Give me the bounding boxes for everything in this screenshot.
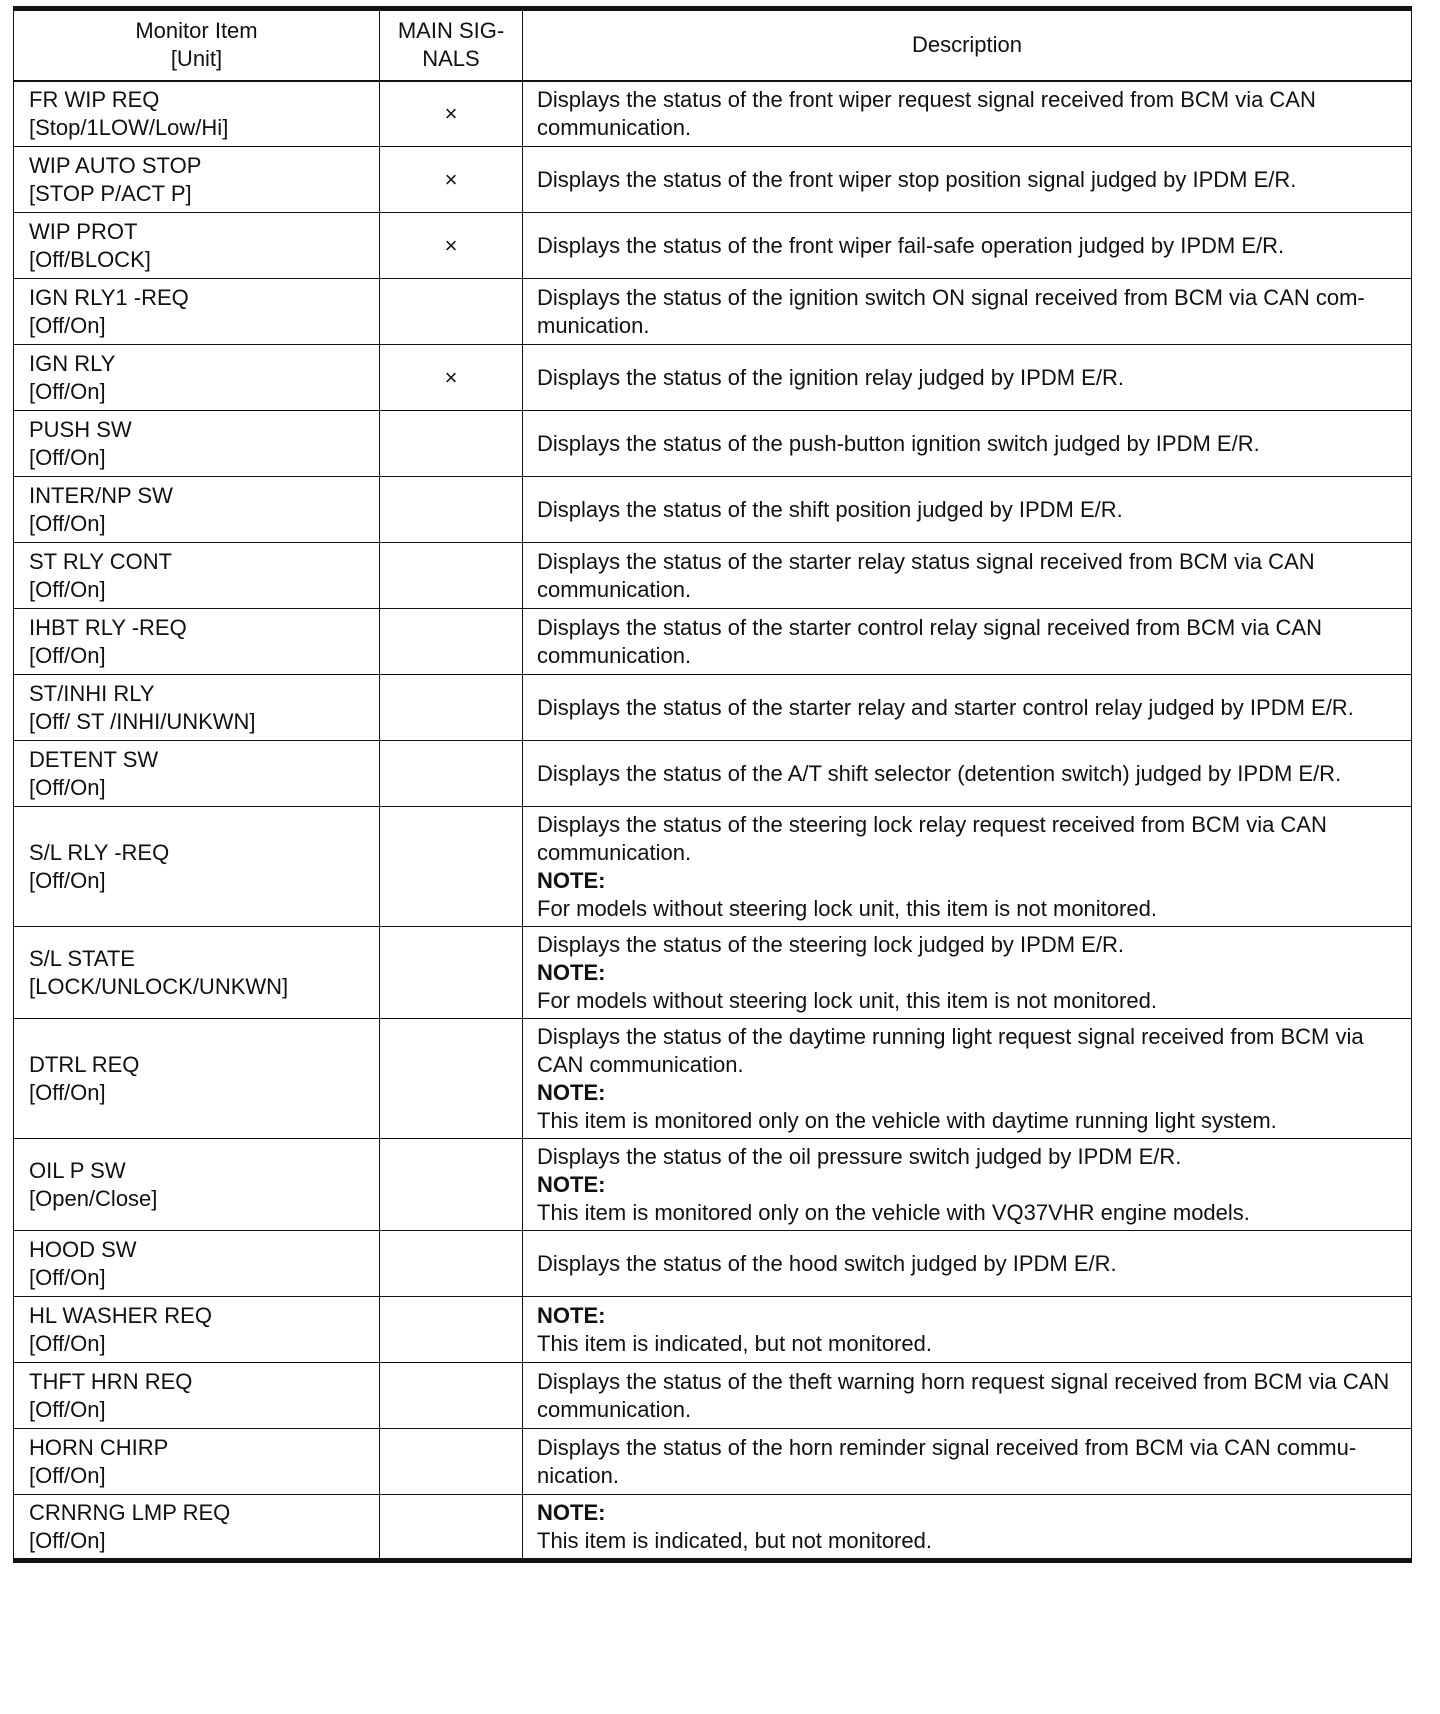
monitor-item-cell [14, 609, 380, 675]
table-row [14, 81, 1412, 147]
monitor-item-cell [14, 1297, 380, 1363]
monitor-item-name: DTRL REQ [29, 1051, 140, 1077]
monitor-item-cell [14, 1139, 380, 1231]
note-text: For models without steering lock unit, this item is not monitored. [537, 987, 1157, 1013]
table-row [14, 1429, 1412, 1495]
description-cell [523, 477, 1412, 543]
header-monitor-item-line2: [Unit] [170, 46, 223, 72]
monitor-item-unit: [Off/On] [29, 1527, 106, 1553]
monitor-item-cell [14, 741, 380, 807]
main-signal-cell [380, 345, 523, 411]
description-cell [523, 1495, 1412, 1561]
monitor-item-unit: [Open/Close] [29, 1185, 158, 1211]
description-text: Displays the status of the steering lock relay request received from BCM via CAN communication. [537, 811, 1327, 865]
main-signal-cell [380, 1363, 523, 1429]
monitor-item-cell [14, 345, 380, 411]
table-row [14, 345, 1412, 411]
main-signal-cell [380, 609, 523, 675]
monitor-item-unit: [Off/On] [29, 867, 106, 893]
monitor-item-name: THFT HRN REQ [29, 1368, 193, 1394]
table-row [14, 1297, 1412, 1363]
description-text: Displays the status of the theft warning horn request signal received from BCM via CAN communication. [537, 1368, 1390, 1422]
description-cell [523, 213, 1412, 279]
main-signal-cell [380, 279, 523, 345]
main-signal-cell [380, 741, 523, 807]
description-cell [523, 345, 1412, 411]
monitor-item-cell [14, 411, 380, 477]
header-main-signals [380, 9, 523, 81]
main-signal-cell [380, 213, 523, 279]
description-cell [523, 543, 1412, 609]
note-label: NOTE: [537, 959, 606, 985]
main-signal-cell [380, 1429, 523, 1495]
main-signal-cell [380, 807, 523, 927]
table-row [14, 609, 1412, 675]
description-cell [523, 411, 1412, 477]
monitor-item-unit: [Off/On] [29, 1330, 106, 1356]
table-row [14, 279, 1412, 345]
monitor-item-cell [14, 81, 380, 147]
monitor-item-name: DETENT SW [29, 746, 159, 772]
monitor-item-cell [14, 675, 380, 741]
table-row [14, 147, 1412, 213]
header-main-signals-line2: NALS [422, 46, 480, 72]
monitor-item-unit: [Off/On] [29, 1462, 106, 1488]
monitor-item-unit: [Off/On] [29, 312, 106, 338]
monitor-item-unit: [Off/On] [29, 774, 106, 800]
monitor-item-cell [14, 1429, 380, 1495]
main-signal-cell [380, 927, 523, 1019]
header-monitor-item-line1: Monitor Item [135, 18, 258, 44]
main-signal-cell [380, 147, 523, 213]
description-cell [523, 1139, 1412, 1231]
monitor-item-unit: [Off/On] [29, 1264, 106, 1290]
monitor-item-name: OIL P SW [29, 1157, 126, 1183]
description-cell [523, 1297, 1412, 1363]
description-text: Displays the status of the ignition relay judged by IPDM E/R. [537, 364, 1124, 390]
main-signal-cell [380, 543, 523, 609]
monitor-item-unit: [Off/On] [29, 576, 106, 602]
note-text: This item is monitored only on the vehicle with daytime running light system. [537, 1107, 1277, 1133]
note-text: For models without steering lock unit, this item is not monitored. [537, 895, 1157, 921]
table-row [14, 675, 1412, 741]
description-text: Displays the status of the oil pressure switch judged by IPDM E/R. [537, 1143, 1182, 1169]
description-text: Displays the status of the daytime running light request signal received from BCM via CAN communication. [537, 1023, 1364, 1077]
main-signal-cell [380, 1297, 523, 1363]
note-label: NOTE: [537, 867, 606, 893]
note-label: NOTE: [537, 1171, 606, 1197]
table-row [14, 1139, 1412, 1231]
monitor-item-unit: [Off/On] [29, 510, 106, 536]
monitor-item-cell [14, 543, 380, 609]
table-row [14, 1019, 1412, 1139]
table-row [14, 1495, 1412, 1561]
main-signal-cell [380, 1231, 523, 1297]
monitor-item-name: CRNRNG LMP REQ [29, 1499, 231, 1525]
monitor-item-name: PUSH SW [29, 416, 132, 442]
monitor-item-table-container [13, 6, 1411, 1563]
note-label: NOTE: [537, 1302, 606, 1328]
monitor-item-name: ST/INHI RLY [29, 680, 155, 706]
monitor-item-cell [14, 807, 380, 927]
monitor-item-unit: [Off/BLOCK] [29, 246, 151, 272]
header-main-signals-line1: MAIN SIG- [397, 18, 505, 44]
monitor-item-unit: [Off/On] [29, 444, 106, 470]
table-row [14, 741, 1412, 807]
table-header [14, 9, 1412, 81]
description-cell [523, 927, 1412, 1019]
description-cell [523, 1429, 1412, 1495]
table-row [14, 1231, 1412, 1297]
main-signal-cell [380, 477, 523, 543]
main-signal-cell [380, 675, 523, 741]
main-signal-mark: × [444, 166, 458, 192]
monitor-item-unit: [Off/On] [29, 378, 106, 404]
monitor-item-unit: [Off/On] [29, 1079, 106, 1105]
header-monitor-item [14, 9, 380, 81]
monitor-item-cell [14, 1495, 380, 1561]
main-signal-cell [380, 1495, 523, 1561]
monitor-item-unit: [LOCK/UNLOCK/UNKWN] [29, 973, 289, 999]
note-label: NOTE: [537, 1079, 606, 1105]
description-text: Displays the status of the horn reminder signal received from BCM via CAN commu-nication. [537, 1434, 1357, 1488]
main-signal-mark: × [444, 364, 458, 390]
monitor-item-unit: [Off/ ST /INHI/UNKWN] [29, 708, 256, 734]
monitor-item-cell [14, 1363, 380, 1429]
description-text: Displays the status of the front wiper fail-safe operation judged by IPDM E/R. [537, 232, 1285, 258]
table-row [14, 477, 1412, 543]
description-cell [523, 1019, 1412, 1139]
description-cell [523, 675, 1412, 741]
table-row [14, 213, 1412, 279]
monitor-item-cell [14, 477, 380, 543]
main-signal-cell [380, 1019, 523, 1139]
monitor-item-name: IGN RLY [29, 350, 116, 376]
monitor-item-cell [14, 213, 380, 279]
table-row [14, 543, 1412, 609]
monitor-item-cell [14, 1019, 380, 1139]
monitor-item-name: FR WIP REQ [29, 86, 160, 112]
monitor-item-name: HORN CHIRP [29, 1434, 169, 1460]
note-text: This item is monitored only on the vehicle with VQ37VHR engine models. [537, 1199, 1250, 1225]
monitor-item-unit: [STOP P/ACT P] [29, 180, 192, 206]
description-cell [523, 147, 1412, 213]
monitor-item-name: WIP PROT [29, 218, 138, 244]
description-cell [523, 279, 1412, 345]
description-text: Displays the status of the ignition switch ON signal received from BCM via CAN com-munication. [537, 284, 1365, 338]
monitor-item-name: S/L RLY -REQ [29, 839, 170, 865]
monitor-item-cell [14, 1231, 380, 1297]
description-text: Displays the status of the starter control relay signal received from BCM via CAN communication. [537, 614, 1322, 668]
monitor-item-unit: [Off/On] [29, 1396, 106, 1422]
monitor-item-name: ST RLY CONT [29, 548, 173, 574]
main-signal-cell [380, 81, 523, 147]
table-body [14, 81, 1412, 1561]
description-text: Displays the status of the front wiper stop position signal judged by IPDM E/R. [537, 166, 1297, 192]
note-text: This item is indicated, but not monitored. [537, 1527, 932, 1553]
monitor-item-unit: [Off/On] [29, 642, 106, 668]
monitor-item-name: HL WASHER REQ [29, 1302, 212, 1328]
monitor-item-name: WIP AUTO STOP [29, 152, 202, 178]
description-cell [523, 81, 1412, 147]
monitor-item-cell [14, 927, 380, 1019]
main-signal-mark: × [444, 232, 458, 258]
description-cell [523, 807, 1412, 927]
monitor-item-name: S/L STATE [29, 945, 135, 971]
monitor-item-name: HOOD SW [29, 1236, 137, 1262]
table-row [14, 1363, 1412, 1429]
note-label: NOTE: [537, 1499, 606, 1525]
description-text: Displays the status of the hood switch judged by IPDM E/R. [537, 1250, 1117, 1276]
description-cell [523, 609, 1412, 675]
header-description: Description [523, 9, 1412, 81]
table-row [14, 411, 1412, 477]
monitor-item-name: INTER/NP SW [29, 482, 173, 508]
monitor-item-unit: [Stop/1LOW/Low/Hi] [29, 114, 229, 140]
note-text: This item is indicated, but not monitored. [537, 1330, 932, 1356]
main-signal-mark: × [444, 100, 458, 126]
description-text: Displays the status of the starter relay status signal received from BCM via CAN communication. [537, 548, 1315, 602]
description-text: Displays the status of the A/T shift selector (detention switch) judged by IPDM E/R. [537, 760, 1342, 786]
description-text: Displays the status of the shift position judged by IPDM E/R. [537, 496, 1123, 522]
description-text: Displays the status of the front wiper request signal received from BCM via CAN communication. [537, 86, 1316, 140]
monitor-item-name: IGN RLY1 -REQ [29, 284, 189, 310]
header-row [14, 9, 1412, 81]
monitor-item-cell [14, 279, 380, 345]
description-text: Displays the status of the starter relay and starter control relay judged by IPDM E/R. [537, 694, 1354, 720]
table-row [14, 807, 1412, 927]
main-signal-cell [380, 411, 523, 477]
monitor-item-table [13, 6, 1412, 1563]
monitor-item-name: IHBT RLY -REQ [29, 614, 187, 640]
description-text: Displays the status of the push-button ignition switch judged by IPDM E/R. [537, 430, 1260, 456]
description-text: Displays the status of the steering lock judged by IPDM E/R. [537, 931, 1124, 957]
monitor-item-cell [14, 147, 380, 213]
description-cell [523, 741, 1412, 807]
table-row [14, 927, 1412, 1019]
description-cell [523, 1363, 1412, 1429]
main-signal-cell [380, 1139, 523, 1231]
description-cell [523, 1231, 1412, 1297]
